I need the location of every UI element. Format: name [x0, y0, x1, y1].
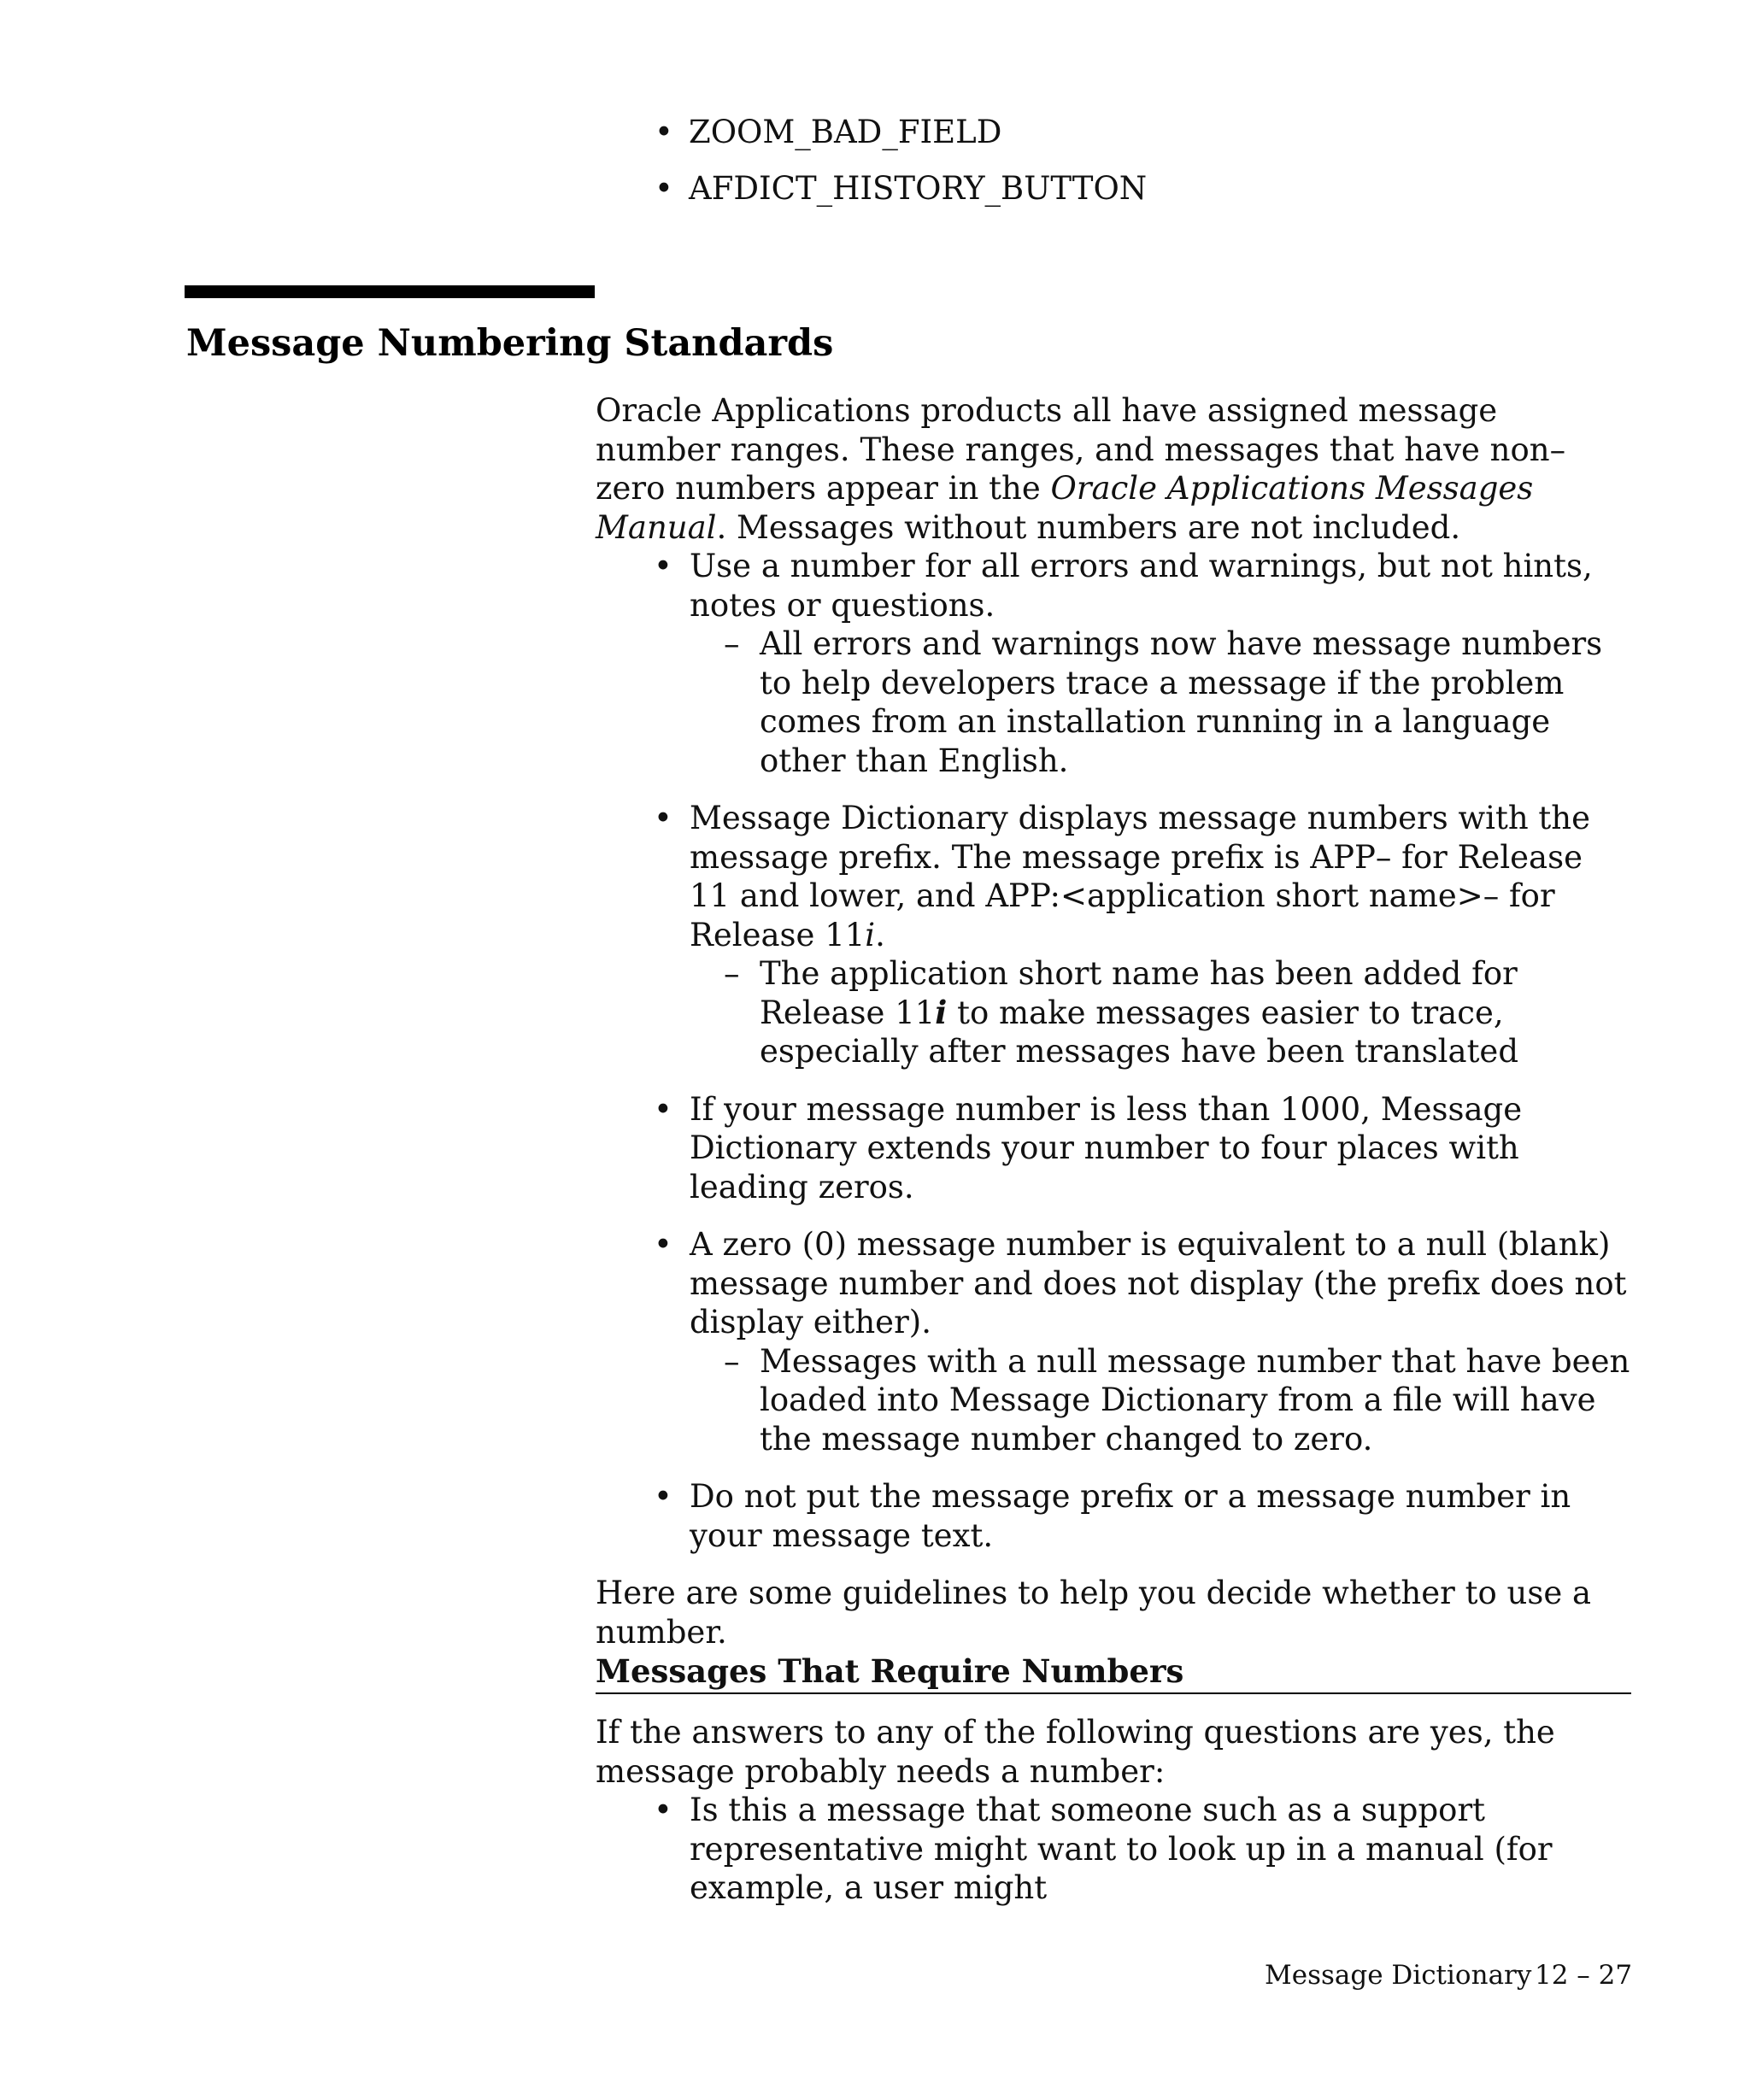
bullet-glyph: • [655, 170, 673, 207]
body-column [596, 391, 1631, 1908]
sub-list-item [690, 1342, 1631, 1459]
sub-list-item [690, 954, 1631, 1071]
section-title: Message Numbering Standards [186, 322, 834, 365]
dash-glyph: – [724, 625, 740, 662]
continued-bullet-list [648, 104, 1673, 217]
sub-list-item-text: Messages with a null message number that have been loaded into Message Dictionary from a file will have the message number changed to zero. [760, 1342, 1630, 1458]
numbering-rules-list [596, 547, 1631, 1555]
bullet-glyph: • [655, 114, 673, 150]
list-item-text-end: . [875, 916, 885, 953]
sub-list [690, 1342, 1631, 1459]
intro-text-1: Oracle Applications products all have assigned message number ranges. These ranges, and messages that have non–zero numbers appear in the [596, 392, 1566, 507]
list-item-text: Message Dictionary displays message numbers with the message prefix. The message prefix is APP– for Release 11 and lower, and APP:<application short name>– for Release 11 [690, 800, 1591, 953]
list-item [648, 161, 1673, 217]
list-item-text: ZOOM_BAD_FIELD [689, 114, 1002, 150]
list-item-text: Use a number for all errors and warnings, but not hints, notes or questions. [690, 548, 1593, 624]
sub-list-item-text: The application short name has been added for Release 11 [760, 955, 1518, 1031]
bullet-glyph: • [654, 1478, 672, 1515]
intro-paragraph [596, 391, 1631, 547]
list-item-text: Is this a message that someone such as a support representative might want to look up in a manual (for example, a user might [690, 1792, 1553, 1906]
list-item-text: A zero (0) message number is equivalent to a null (blank) message number and does not display (the prefix does not display either). [690, 1226, 1627, 1340]
list-item [596, 1225, 1631, 1458]
bullet-glyph: • [654, 1226, 672, 1263]
bullet-glyph: • [654, 1090, 672, 1128]
list-item-text: Do not put the message prefix or a message number in your message text. [690, 1478, 1571, 1554]
sub-list-item-text: All errors and warnings now have message numbers to help developers trace a message if the problem comes from an installation running in a language other than English. [760, 625, 1603, 779]
subsection-title: Messages That Require Numbers [596, 1651, 1631, 1694]
list-item-text: If your message number is less than 1000, Message Dictionary extends your number to four places with leading zeros. [690, 1090, 1523, 1205]
bullet-glyph: • [654, 548, 672, 584]
manual-title: Oracle Applications Messages Manual [596, 470, 1534, 546]
section-rule [185, 285, 595, 298]
sub-list-item [690, 625, 1631, 780]
dash-glyph: – [724, 955, 740, 992]
bullet-glyph: • [654, 1792, 672, 1828]
sub-list-item-text-end: to make messages easier to trace, especially after messages have been translated [760, 994, 1519, 1070]
intro-text-2: . Messages without numbers are not included. [716, 508, 1461, 546]
list-item-text: AFDICT_HISTORY_BUTTON [689, 170, 1148, 207]
bullet-glyph: • [654, 800, 672, 836]
footer-page-number: 12 – 27 [1535, 1960, 1633, 1991]
list-item [596, 1090, 1631, 1207]
subsection-intro: If the answers to any of the following questions are yes, the message probably needs a number: [596, 1714, 1555, 1790]
required-numbers-list [596, 1791, 1631, 1908]
sub-list [690, 954, 1631, 1071]
list-item [596, 799, 1631, 1071]
list-item [596, 1791, 1631, 1908]
sub-list [690, 625, 1631, 780]
guidelines-paragraph: Here are some guidelines to help you decide whether to use a number. [596, 1575, 1592, 1651]
release-suffix: i [935, 993, 948, 1031]
release-suffix: i [865, 916, 876, 953]
list-item [596, 1477, 1631, 1555]
dash-glyph: – [724, 1342, 740, 1380]
footer-chapter-title: Message Dictionary [1265, 1960, 1532, 1991]
list-item [596, 547, 1631, 780]
list-item [648, 104, 1673, 161]
